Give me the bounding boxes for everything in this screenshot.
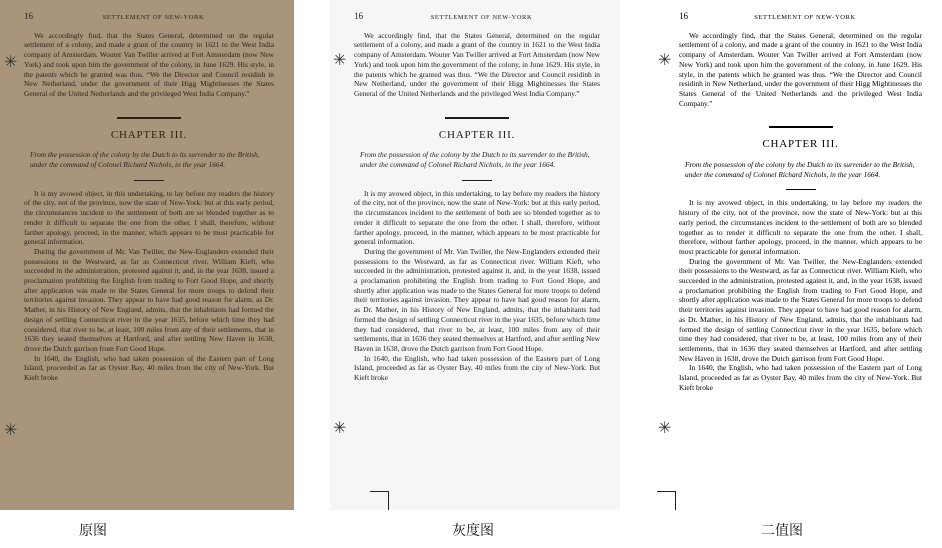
original-scan-panel <box>0 0 294 510</box>
binary-panel <box>655 0 942 510</box>
caption-grayscale: 灰度图 <box>452 523 494 539</box>
paragraph-1: It is my avowed object, in this undertaking, to lay before my readers the history of the city, not of the province, now the state of New-York: but at this early period, the circumstances incident to the settlement of both are so blended together as to render it difficult to separate the one from the other. I shall, therefore, without farther apology, proceed, in the manner, which appears to be most practicable for general information. <box>679 198 922 256</box>
page-header <box>354 12 600 23</box>
separator-rule <box>769 126 833 128</box>
corner-bracket-mark <box>657 491 676 510</box>
paragraph-2: During the government of Mr. Van Twiller, the New-Englanders extended their possessions to the Westward, as far as Connecticut river. William Kieft, who succeeded in the administration, protested against it, and, in the year 1638, issued a proclamation prohibiting the English from trading to Fort Good Hope, and shortly after application was made to the States General for more troops to defend their territories against invasion. They appear to have had good reason for alarm, as Dr. Mather, in his History of New England, admits, that the inhabitants had formed the design of settling Connecticut river in the year 1635, before which time they had considered, that river to be, at least, 100 miles from any of their settlements, that in 1636 they seated themselves at Hartford, and after settling New Haven in 1638, drove the Dutch garrison from Fort Good Hope. <box>679 256 922 363</box>
paragraph-2: During the government of Mr. Van Twiller, the New-Englanders extended their possessions to the Westward, as far as Connecticut river. William Kieft, who succeeded in the administration, protested against it, and, in the year 1638, issued a proclamation prohibiting the English from trading to Fort Good Hope, and shortly after application was made to the States General for more troops to defend their territories against invasion. They appear to have had good reason for alarm, as Dr. Mather, in his History of New England, admits, that the inhabitants had formed the design of settling Connecticut river in the year 1635, before which time they had considered, that river to be, at least, 100 miles from any of their settlements, that in 1636 they seated themselves at Hartford, and after settling New Haven in 1638, drove the Dutch garrison from Fort Good Hope. <box>354 246 600 353</box>
paragraph-1: It is my avowed object, in this undertaking, to lay before my readers the history of the city, not of the province, now the state of New-York: but at this early period, the circumstances incident to the settlement of both are so blended together as to render it difficult to separate the one from the other. I shall, therefore, without farther apology, proceed, in the manner, which appears to be most practicable for general information. <box>24 188 274 247</box>
chapter-title: CHAPTER III. <box>438 128 516 141</box>
separator-rule <box>445 117 509 119</box>
margin-asterisk-icon: ✳ <box>333 50 347 69</box>
paragraph-3: In 1640, the English, who had taken possession of the Eastern part of Long Island, proceeded as far as Oyster Bay, 40 miles from the city of New-York. But Kieft broke <box>679 363 922 392</box>
intro-paragraph: We accordingly find, that the States General, determined on the regular settlement of a colony, and made a grant of the country in 1621 to the West India company of Amsterdam. Wouter Van Twiller arrived at Fort Amsterdam (now New York) and took upon him the government of the colony, in June 1629. His style, in the patents which he granted was thus. “We the Director and Council residinh in New Netherland, under the government of their Higg Mightinesses the States General of the United Netherlands and the privileged West India Company.” <box>354 30 600 98</box>
page-text <box>679 12 922 393</box>
margin-asterisk-icon: ✳ <box>333 418 347 437</box>
paragraph-3: In 1640, the English, who had taken possession of the Eastern part of Long Island, proceeded as far as Oyster Bay, 40 miles from the city of New-York. But Kieft broke <box>354 353 600 383</box>
margin-asterisk-icon: ✳ <box>4 52 18 71</box>
page-number: 16 <box>24 11 33 21</box>
page-header <box>679 12 922 23</box>
chapter-subtitle: From the possession of the colony by the Dutch to its surrender to the British, under the command of Colonel Richard Nichols, in the year 1664. <box>360 150 590 170</box>
page-number: 16 <box>354 11 363 21</box>
caption-binary: 二值图 <box>761 523 803 539</box>
short-rule <box>462 180 492 181</box>
short-rule <box>134 180 164 181</box>
caption-original: 原图 <box>79 523 107 539</box>
paragraph-2: During the government of Mr. Van Twiller, the New-Englanders extended their possessions to the Westward, as far as Connecticut river. William Kieft, who succeeded in the administration, protested against it, and, in the year 1638, issued a proclamation prohibiting the English from trading to Fort Good Hope, and shortly after application was made to the States General for more troops to defend their territories against invasion. They appear to have had good reason for alarm, as Dr. Mather, in his History of New England, admits, that the inhabitants had formed the design of settling Connecticut river in the year 1635, before which time they had considered, that river to be, at least, 100 miles from any of their settlements, that in 1636 they seated themselves at Hartford, and after settling New Haven in 1638, drove the Dutch garrison from Fort Good Hope. <box>24 246 274 353</box>
chapter-subtitle: From the possession of the colony by the Dutch to its surrender to the British, under the command of Colonel Richard Nichols, in the year 1664. <box>685 160 915 179</box>
separator-rule <box>117 117 181 119</box>
page-header <box>24 12 274 23</box>
running-head: SETTLEMENT OF NEW-YORK <box>754 14 856 21</box>
intro-paragraph: We accordingly find, that the States General, determined on the regular settlement of a colony, and made a grant of the country in 1621 to the West India company of Amsterdam. Wouter Van Twiller arrived at Fort Amsterdam (now New York) and took upon him the government of the colony, in June 1629. His style, in the patents which he granted was thus. “We the Director and Council residinh in New Netherland, under the government of their Higg Mightinesses the States General of the United Netherlands and the privileged West India Company.” <box>24 30 274 98</box>
running-head: SETTLEMENT OF NEW-YORK <box>102 14 205 21</box>
page-number: 16 <box>679 11 688 21</box>
paragraph-1: It is my avowed object, in this undertaking, to lay before my readers the history of the city, not of the province, now the state of New-York: but at this early period, the circumstances incident to the settlement of both are so blended together as to render it difficult to separate the one from the other. I shall, therefore, without farther apology, proceed, in the manner, which appears to be most practicable for general information. <box>354 188 600 247</box>
running-head: SETTLEMENT OF NEW-YORK <box>430 14 533 21</box>
paragraph-3: In 1640, the English, who had taken possession of the Eastern part of Long Island, proceeded as far as Oyster Bay, 40 miles from the city of New-York. But Kieft broke <box>24 353 274 383</box>
chapter-subtitle: From the possession of the colony by the Dutch to its surrender to the British, under the command of Colonel Richard Nichols, in the year 1664. <box>30 150 260 170</box>
margin-asterisk-icon: ✳ <box>4 420 18 439</box>
margin-asterisk-icon: ✳ <box>658 50 672 69</box>
short-rule <box>786 189 816 190</box>
intro-paragraph: We accordingly find, that the States General, determined on the regular settlement of a colony, and made a grant of the country in 1621 to the West India company of Amsterdam. Wouter Van Twiller arrived at Fort Amsterdam (now New York) and took upon him the government of the colony, in June 1629. His style, in the patents which he granted was thus. “We the Director and Council residinh in New Netherland, under the government of their Higg Mightinesses the States General of the United Netherlands and the privileged West India Company.” <box>679 30 922 108</box>
grayscale-panel <box>330 0 620 510</box>
page-text <box>24 12 274 383</box>
page-text <box>354 12 600 383</box>
corner-bracket-mark <box>370 491 389 510</box>
chapter-title: CHAPTER III. <box>110 128 188 141</box>
chapter-title: CHAPTER III. <box>762 138 839 151</box>
margin-asterisk-icon: ✳ <box>658 418 672 437</box>
